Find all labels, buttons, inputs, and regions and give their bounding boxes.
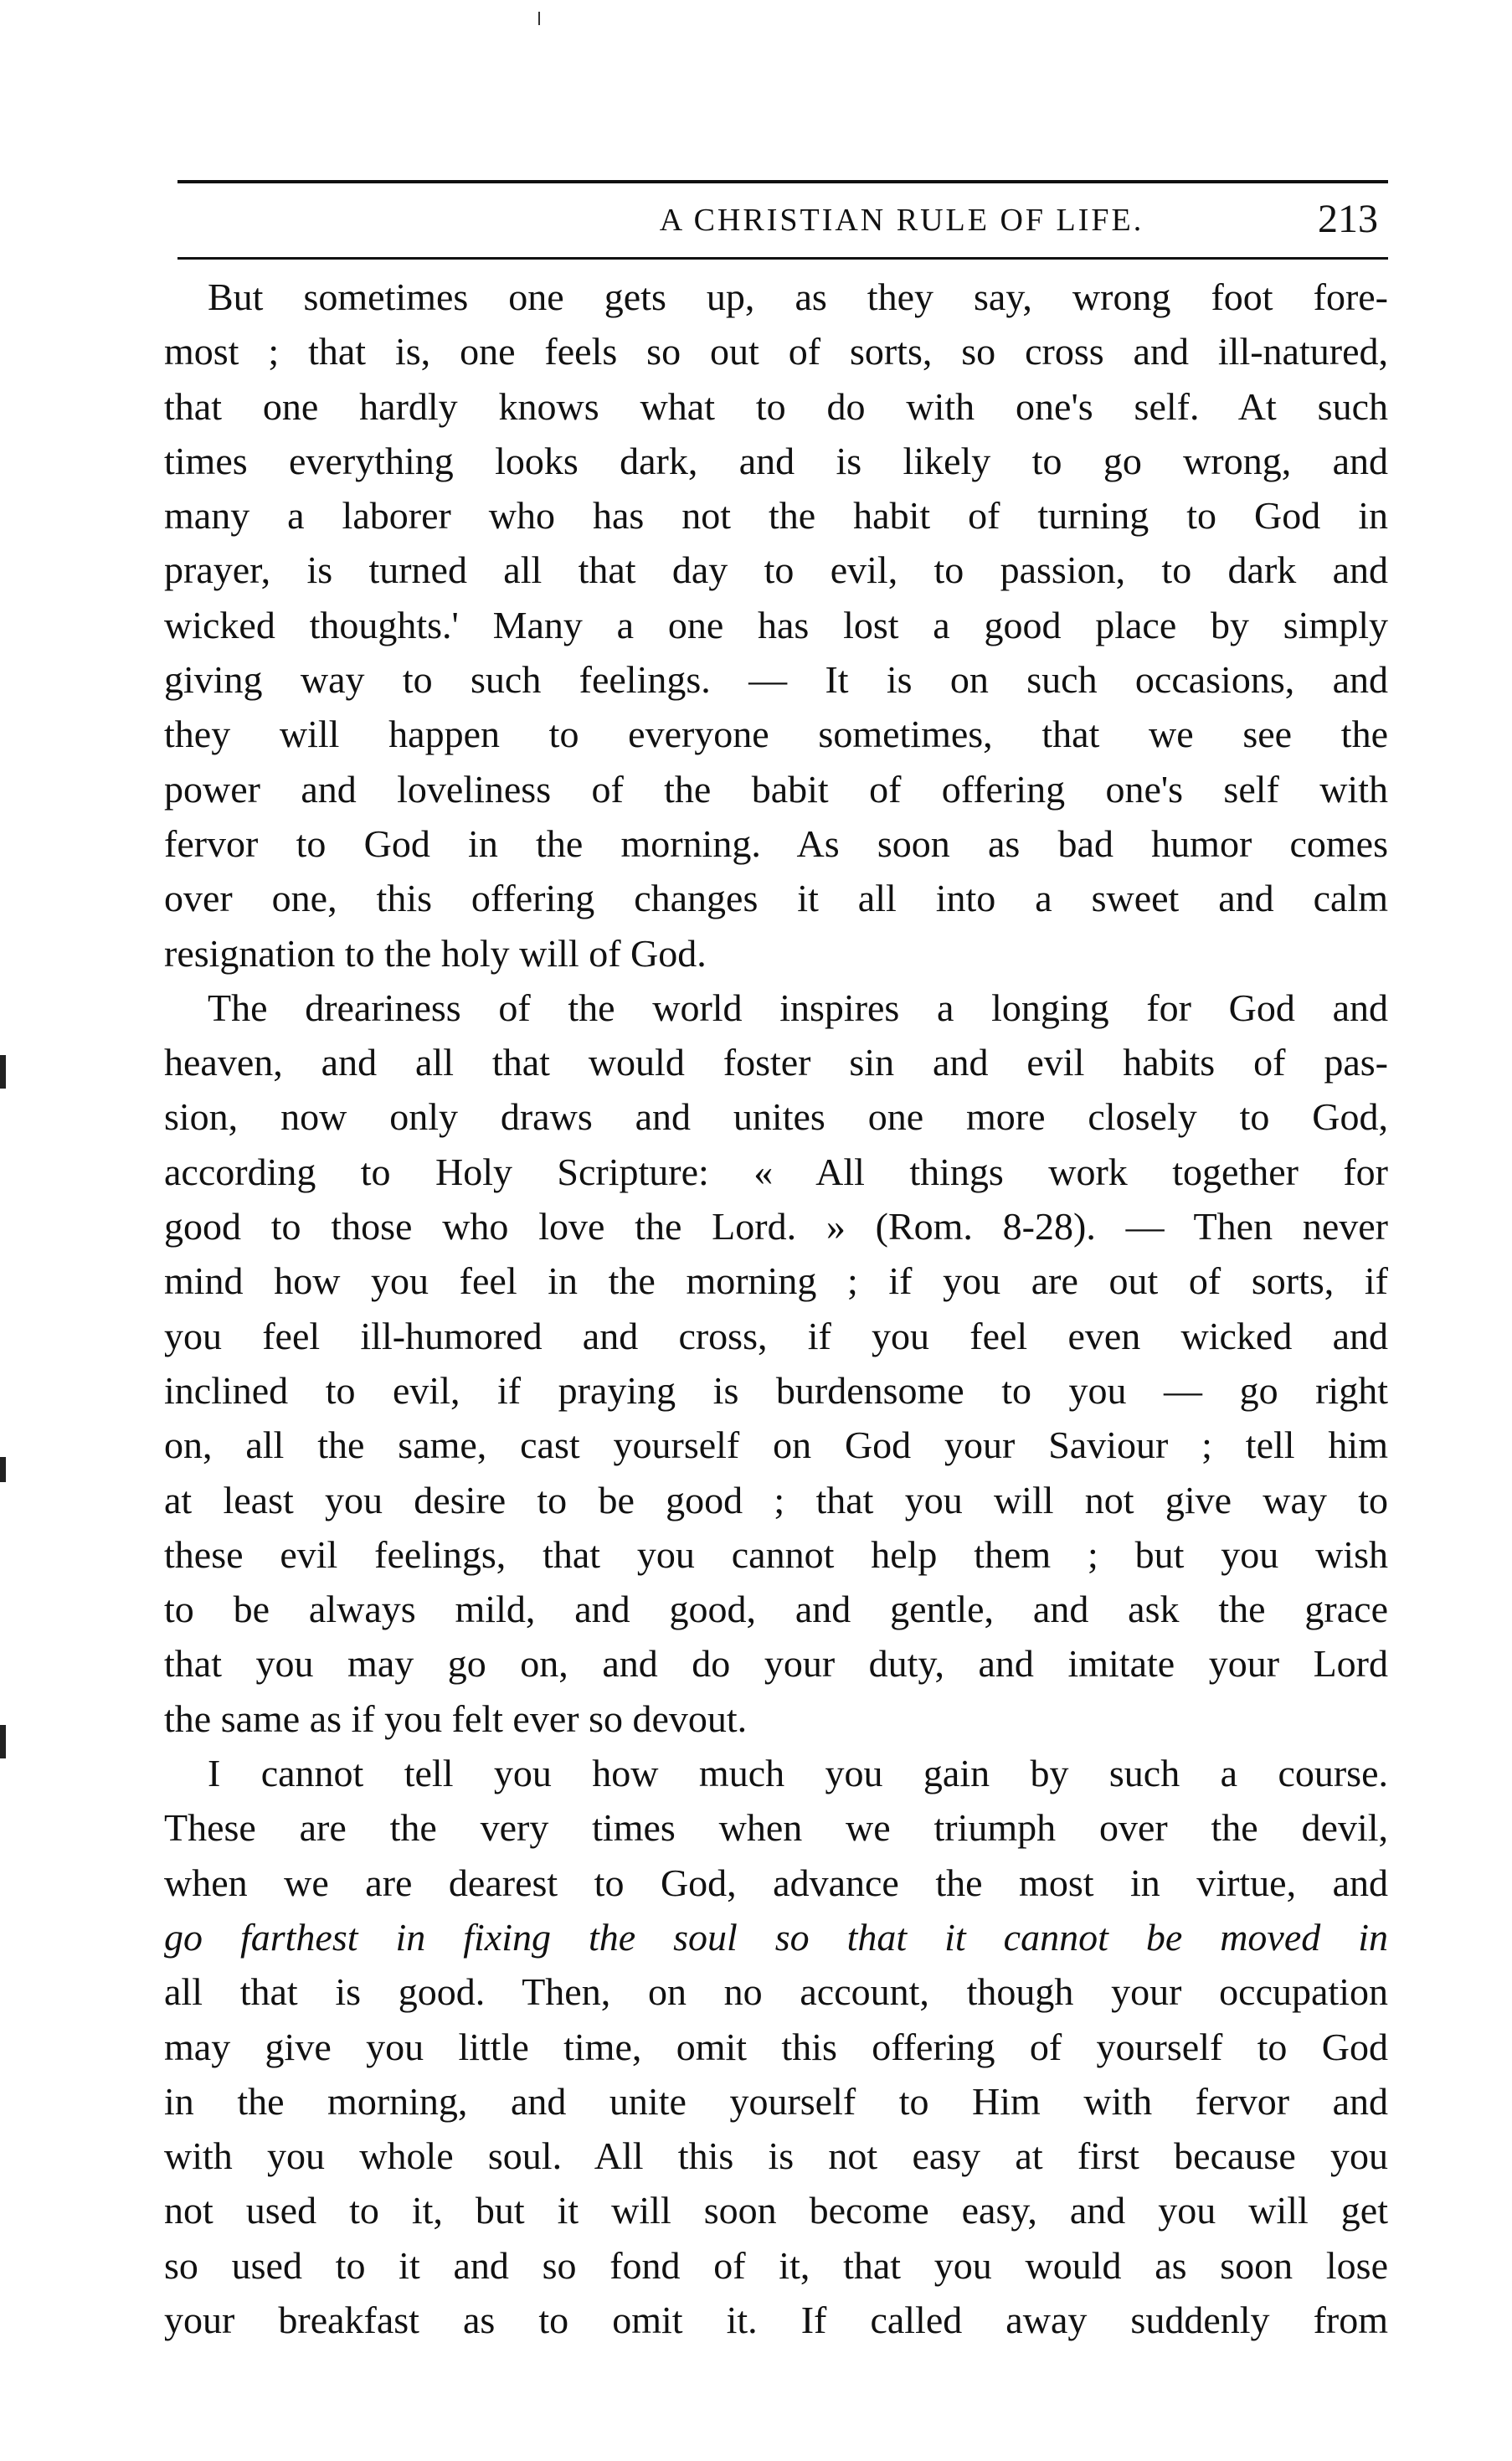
text-line: on, all the same, cast yourself on God your Saviour ; tell him [164, 1424, 1388, 1467]
top-edge-mark [538, 12, 540, 25]
text-line: heaven, and all that would foster sin and evil habits of pas- [164, 1041, 1388, 1084]
text-line: wicked thoughts.' Many a one has lost a good place by simply [164, 603, 1388, 646]
header-rule-top [177, 180, 1388, 183]
body-text [164, 270, 1388, 2347]
text-line: with you whole soul. All this is not easy at first because you [164, 2134, 1388, 2178]
text-line: to be always mild, and good, and gentle, and ask the grace [164, 1588, 1388, 1631]
text-line: when we are dearest to God, advance the most in virtue, and [164, 1861, 1388, 1904]
text-line: I cannot tell you how much you gain by such a course. [208, 1752, 1388, 1795]
header-rule-bottom [177, 257, 1388, 260]
text-line: These are the very times when we triumph over the devil, [164, 1806, 1388, 1850]
page-number: 213 [1318, 197, 1378, 241]
text-line: in the morning, and unite yourself to Him with fervor and [164, 2079, 1388, 2123]
text-line: at least you desire to be good ; that you will not give way to [164, 1478, 1388, 1521]
text-line: fervor to God in the morning. As soon as bad humor comes [164, 821, 1388, 865]
text-line: not used to it, but it will soon become easy, and you will get [164, 2189, 1388, 2232]
text-line: your breakfast as to omit it. If called away suddenly from [164, 2298, 1388, 2341]
text-line: according to Holy Scripture: « All things work together for [164, 1150, 1388, 1193]
text-line: all that is good. Then, on no account, though your occupation [164, 1970, 1388, 2014]
text-line: mind how you feel in the morning ; if you are out of sorts, if [164, 1259, 1388, 1303]
text-line: so used to it and so fond of it, that you would as soon lose [164, 2243, 1388, 2287]
text-line: times everything looks dark, and is likely to go wrong, and [164, 439, 1388, 482]
page-header [177, 189, 1388, 248]
text-line: they will happen to everyone sometimes, that we see the [164, 713, 1388, 756]
text-line: sion, now only draws and unites one more closely to God, [164, 1095, 1388, 1139]
text-line: inclined to evil, if praying is burdensome to you — go right [164, 1368, 1388, 1412]
text-line: giving way to such feelings. — It is on such occasions, and [164, 658, 1388, 702]
text-line: may give you little time, omit this offering of yourself to God [164, 2025, 1388, 2068]
text-line: many a laborer who has not the habit of turning to God in [164, 494, 1388, 538]
text-line: the same as if you felt ever so devout. [164, 1696, 748, 1740]
text-line: that one hardly knows what to do with one's self. At such [164, 384, 1388, 428]
text-line: most ; that is, one feels so out of sorts, so cross and ill-natured, [164, 330, 1388, 373]
text-line: prayer, is turned all that day to evil, to passion, to dark and [164, 548, 1388, 592]
text-line-italic: go farthest in fixing the soul so that it cannot be moved in [164, 1915, 1388, 1959]
text-line: But sometimes one gets up, as they say, wrong foot fore- [208, 275, 1388, 318]
text-line: over one, this offering changes it all into a sweet and calm [164, 877, 1388, 920]
scan-margin-mark [0, 1055, 6, 1089]
text-line: power and loveliness of the babit of offering one's self with [164, 767, 1388, 811]
text-line: The dreariness of the world inspires a longing for God and [208, 986, 1388, 1029]
scan-margin-mark [0, 1725, 6, 1758]
text-line: that you may go on, and do your duty, and imitate your Lord [164, 1642, 1388, 1686]
text-line: you feel ill-humored and cross, if you feel even wicked and [164, 1314, 1388, 1357]
running-title: A CHRISTIAN RULE OF LIFE. [659, 203, 1144, 238]
scan-margin-mark [0, 1457, 6, 1482]
text-line: resignation to the holy will of God. [164, 931, 707, 975]
text-line: good to those who love the Lord. » (Rom. 8-28). — Then never [164, 1205, 1388, 1249]
text-line: these evil feelings, that you cannot help them ; but you wish [164, 1532, 1388, 1576]
